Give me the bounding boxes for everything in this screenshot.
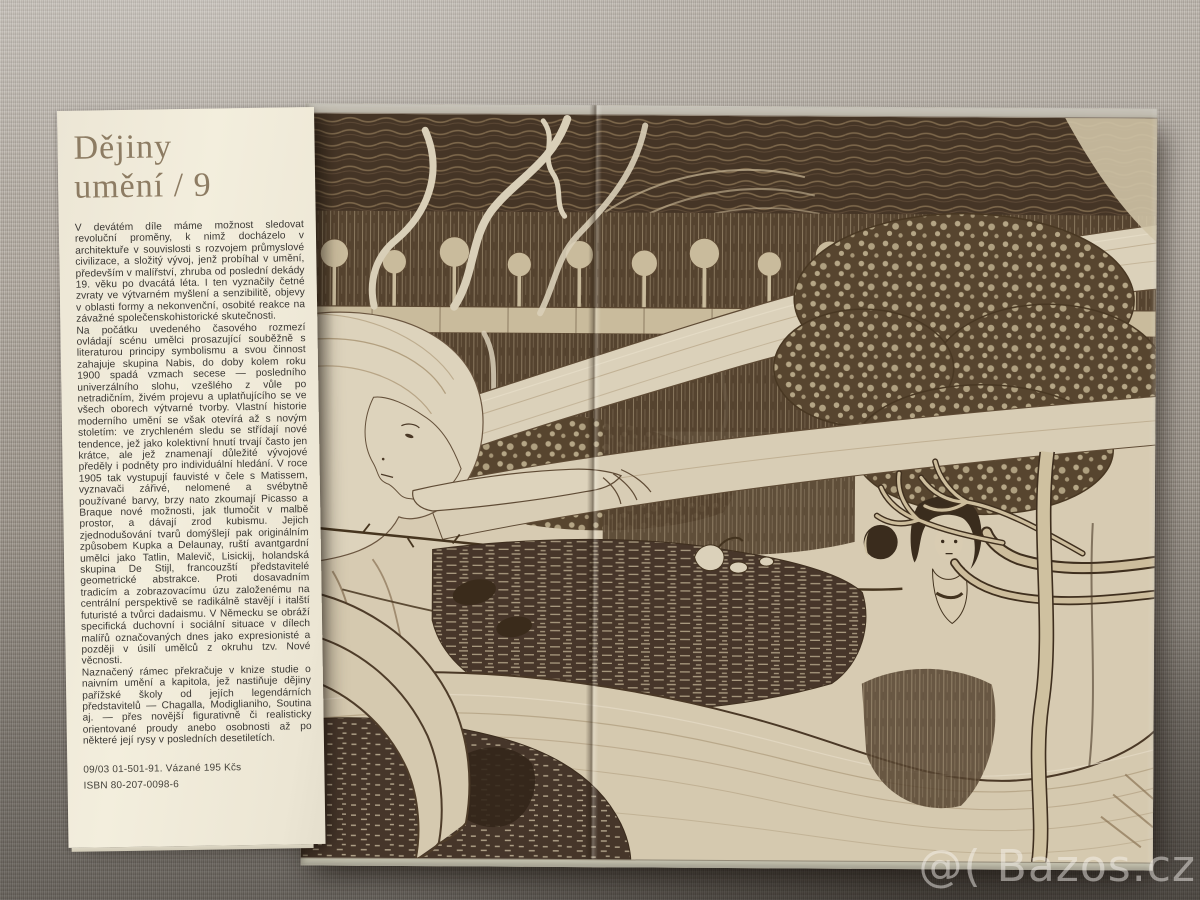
bazos-watermark: @( Bazos.cz bbox=[918, 841, 1196, 892]
flap-title-line1: Dějiny bbox=[73, 128, 173, 167]
flap-paragraph: Naznačený rámec překračuje v knize studie o naivním umění a kapitola, jež nastiňuje dějiny pařížské školy od jejích legendárních představitelů — Chagalla, Modiglianiho, Soutina aj. — přes novější figurativně či realisticky orientované proudy anebo osobnosti až po některé její rysy v posledních desetiletích. bbox=[81, 663, 312, 747]
flap-text-block bbox=[57, 107, 326, 848]
book-cover bbox=[301, 103, 1158, 870]
flap-paragraph: V devátém díle máme možnost sledovat revoluční proměny, k nimž docházelo v architektuře v souvislosti s rozvojem průmyslové civilizace, a složitý vývoj, jenž probíhal v umění, především v malířství, zhruba od poslední dekády 19. věku po dvacátá léta. I ten vyznačily četné zvraty ve výtvarném myšlení a senzibilitě, objevy v oblasti formy a nekonvenční, osobité reakce na závažné společenskohistorické skutečnosti. bbox=[74, 219, 306, 325]
dust-jacket-flap bbox=[57, 107, 326, 848]
imprint-price-line: 09/03 01-501-91. Vázané 195 Kčs bbox=[83, 762, 242, 776]
imprint-isbn-line: ISBN 80-207-0098-6 bbox=[83, 778, 180, 792]
flap-paragraph: Na počátku uvedeného časového rozmezí ovládají scénu umělci prosazující souběžně s literaturou principy symbolismu a svou činnost zahajuje skupina Nabis, do doby kolem roku 1900 spadá vzmach secese — posledního univerzálního slohu, vzešlého z vůle po netradičním, živém projevu a uplatňujícího se ve všech oborech výtvarné tvorby. Vlastní historie moderního umění se však otevírá až s novým stoletím: ve zrychleném sledu se střídají nové tendence, jež jako kolektivní hnutí trvají často jen krátce, ale jež znamenají důležité vývojové předěly i podněty pro individuální hledání. V roce 1905 tak vystupují fauvisté v čele s Matissem, vyznavači zářivé, nelomené a svébytně používané barvy, brzy nato zkoumají Picasso a Braque nové možnosti, jak tlumočit v malbě prostor, a dávají zrod kubismu. Jejich zjednodušování tvarů domýšlejí pak originálním způsobem Kupka a Delaunay, ruští avantgardní umělci jako Tatlin, Malevič, Lisickij, holandská skupina De Stijl, francouzští představitelé geometrické abstrakce. Proti dosavadním tradicím a zobrazovacímu úzu založenému na centrální perspektivě se radikálně stavějí i italští futuristé a tvůrci dadaismu. V Německu se obráží specifická duchovní i sociální situace v dílech malířů označovaných dnes jako expresionisté a později v úsilí umělců z okruhu tzv. Nové věcnosti. bbox=[76, 321, 311, 667]
cover-artwork-illustration bbox=[301, 113, 1158, 863]
flap-imprint bbox=[83, 760, 241, 793]
flap-title bbox=[73, 125, 303, 207]
flap-title-line2: umění / 9 bbox=[73, 167, 212, 207]
